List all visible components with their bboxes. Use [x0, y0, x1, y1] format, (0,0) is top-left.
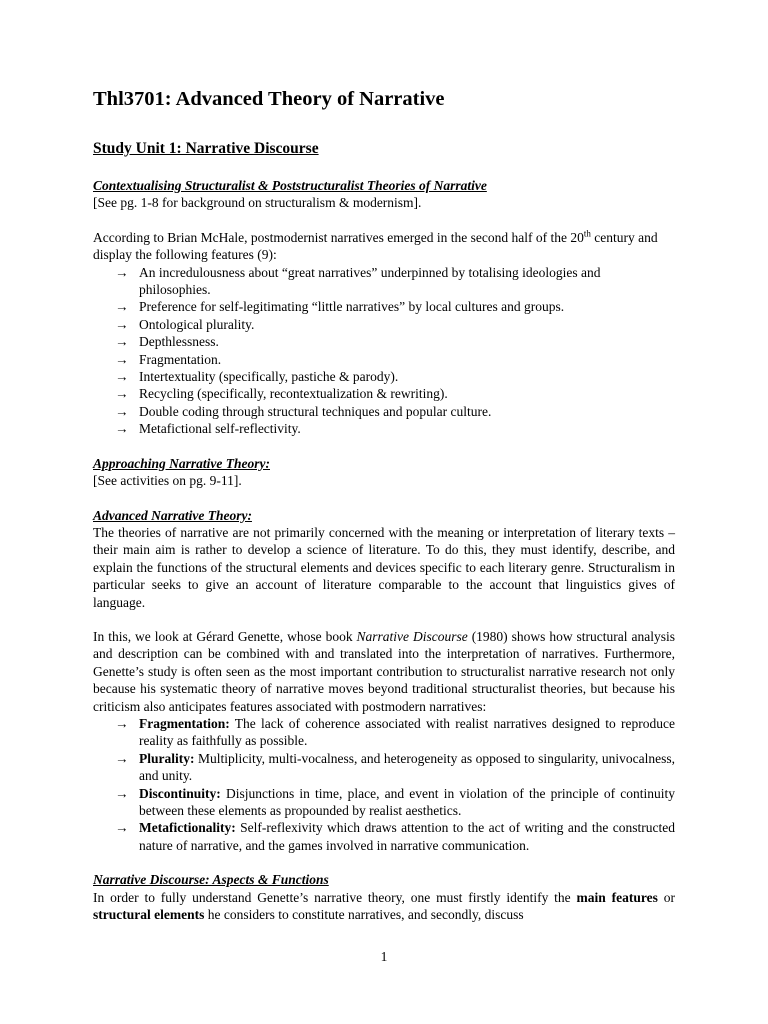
arrow-icon: → — [115, 351, 129, 367]
feature-desc: The lack of coherence associated with realist narratives designed to reproduce reality as faithfully as possible. — [139, 715, 675, 749]
superscript-th: th — [583, 228, 591, 239]
arrow-icon: → — [115, 334, 129, 350]
list-item-text: Metafictional self-reflectivity. — [139, 421, 301, 437]
list-item — [93, 750, 675, 785]
list-item — [93, 298, 675, 315]
feature-desc: Disjunctions in time, place, and event in violation of the principle of continuity between these elements as propounded by realist aesthetics. — [139, 785, 675, 818]
feature-term: Metafictionality: — [139, 820, 236, 836]
list-item — [93, 403, 675, 420]
list-item-text: Double coding through structural techniques and popular culture. — [139, 403, 492, 419]
mchale-intro-text-b: century and display the following features (9): — [93, 229, 658, 263]
bold-main-features: main features — [576, 889, 658, 905]
list-item — [93, 420, 675, 437]
feature-desc: Multiplicity, multi-vocalness, and heterogeneity as opposed to singularity, univocalness, and unity. — [139, 750, 675, 784]
arrow-icon: → — [115, 403, 129, 419]
page-number: 1 — [380, 949, 388, 964]
list-item-text: An incredulousness about “great narratives” underpinned by totalising ideologies and philosophies. — [139, 264, 601, 298]
bold-structural-elements: structural elements — [93, 907, 205, 923]
genette-features-list — [93, 715, 675, 854]
list-item-text: Fragmentation. — [139, 351, 222, 367]
feature-desc: Self-reflexivity which draws attention to the act of writing and the constructed nature of narrative, and the games involved in narrative communication. — [139, 820, 675, 853]
paragraph-genette-theory — [93, 889, 675, 924]
section-note-background: [See pg. 1-8 for background on structuralism & modernism]. — [93, 195, 422, 211]
list-item — [93, 385, 675, 402]
paragraph-text-a: In order to fully understand Genette’s narrative theory, one must firstly identify the — [93, 889, 577, 905]
list-item — [93, 316, 675, 333]
list-item-text — [139, 819, 675, 854]
arrow-icon: → — [115, 785, 129, 801]
mchale-intro — [93, 229, 675, 264]
list-item-text — [139, 715, 675, 750]
arrow-icon: → — [115, 386, 129, 402]
list-item-text — [139, 785, 675, 820]
list-item — [93, 368, 675, 385]
list-item-text — [139, 750, 675, 785]
section-heading-contextualising: Contextualising Structuralist & Poststructuralist Theories of Narrative — [93, 178, 487, 193]
book-title: Narrative Discourse — [356, 628, 468, 644]
arrow-icon: → — [115, 715, 129, 731]
arrow-icon: → — [115, 750, 129, 766]
mchale-intro-text-a: According to Brian McHale, postmodernist narratives emerged in the second half of the 20 — [93, 229, 584, 245]
arrow-icon: → — [115, 369, 129, 385]
list-item — [93, 264, 675, 299]
list-item — [93, 351, 675, 368]
document-title: Thl3701: Advanced Theory of Narrative — [93, 88, 445, 110]
document-page — [93, 85, 675, 923]
arrow-icon: → — [115, 264, 129, 280]
arrow-icon: → — [115, 421, 129, 437]
feature-term: Discontinuity: — [139, 785, 221, 801]
list-item-text: Ontological plurality. — [139, 316, 255, 332]
feature-term: Fragmentation: — [139, 715, 230, 731]
paragraph-text-b: or — [657, 889, 675, 905]
list-item-text: Depthlessness. — [139, 334, 219, 350]
unit-heading: Study Unit 1: Narrative Discourse — [93, 140, 319, 157]
section-note-activities: [See activities on pg. 9-11]. — [93, 473, 242, 489]
paragraph-theories: The theories of narrative are not primarily concerned with the meaning or interpretation of literary texts – their main aim is rather to develop a science of literature. To do this, they must identify, describe, and explain the functions of the structural elements and devices specific to each literary genre. Structuralism in particular seeks to give an account of literature comparable to the account that linguistics gives of language. — [93, 524, 675, 610]
arrow-icon: → — [115, 316, 129, 332]
arrow-icon: → — [115, 299, 129, 315]
paragraph-genette-text-b: (1980) shows how structural analysis and description can be combined with and translated into the interpretation of narratives. Furthermore, Genette’s study is often seen as the most important contribution to structuralist narrative research not only because his systematic theory of narrative moves beyond traditional structuralist theories, but because his criticism also anticipates features associated with postmodern narratives: — [93, 628, 675, 714]
list-item-text: Intertextuality (specifically, pastiche & parody). — [139, 369, 399, 385]
paragraph-genette-text-a: In this, we look at Gérard Genette, whose book — [93, 628, 357, 644]
postmodern-features-list — [93, 264, 675, 438]
section-heading-narrative-discourse: Narrative Discourse: Aspects & Functions — [93, 872, 329, 888]
section-heading-advanced: Advanced Narrative Theory: — [93, 507, 252, 523]
list-item — [93, 819, 675, 854]
list-item-text: Recycling (specifically, recontextualization & rewriting). — [139, 386, 448, 402]
section-heading-approaching: Approaching Narrative Theory: — [93, 455, 270, 471]
paragraph-text-c: he considers to constitute narratives, and secondly, discuss — [204, 907, 524, 923]
list-item — [93, 785, 675, 820]
feature-term: Plurality: — [139, 750, 195, 766]
arrow-icon: → — [115, 820, 129, 836]
list-item — [93, 715, 675, 750]
list-item-text: Preference for self-legitimating “little narratives” by local cultures and groups. — [139, 299, 565, 315]
paragraph-genette — [93, 628, 675, 715]
list-item — [93, 333, 675, 350]
